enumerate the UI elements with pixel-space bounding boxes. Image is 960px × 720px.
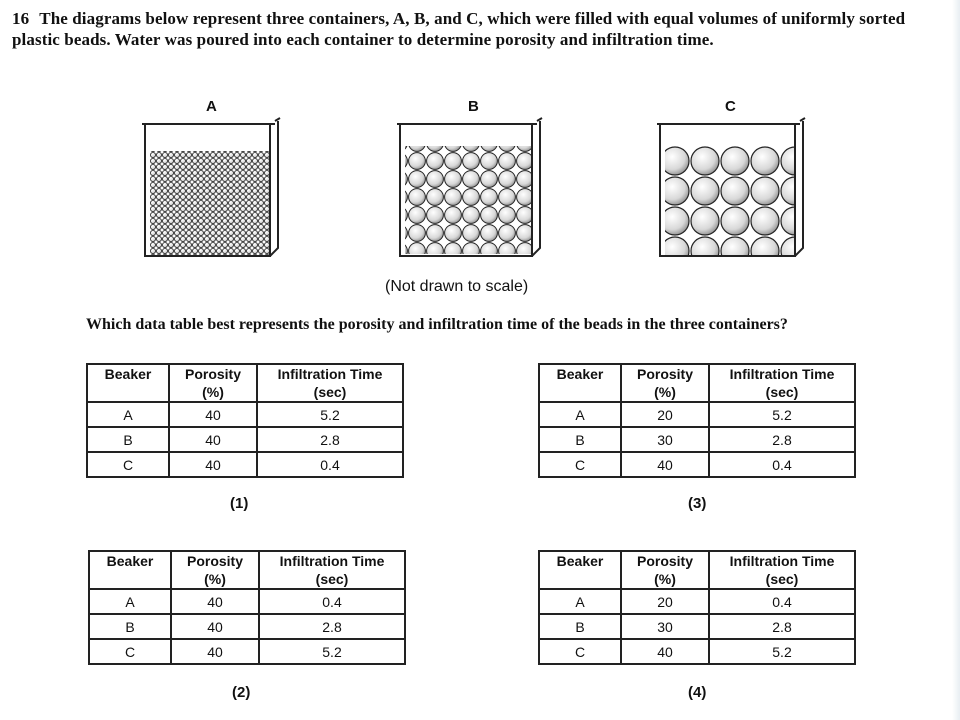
cell-beaker: B	[89, 614, 171, 639]
table-row	[87, 402, 403, 427]
porosity-label: Porosity	[184, 366, 241, 382]
table-row	[539, 589, 855, 614]
container-label-b: B	[468, 98, 479, 115]
table-row	[539, 452, 855, 477]
choice-label-4: (4)	[688, 684, 707, 701]
header-porosity	[169, 364, 257, 402]
porosity-label: Porosity	[186, 553, 243, 569]
cell-beaker: B	[539, 614, 621, 639]
question-stem: The diagrams below represent three containers, A, B, and C, which were filled with equal volumes of uniformly sorted plastic beads. Water was poured into each container to determine porosity and infiltration time.	[12, 9, 906, 49]
cell-porosity: 40	[621, 639, 709, 664]
porosity-unit: (%)	[202, 384, 224, 400]
infiltration-label: Infiltration Time	[729, 553, 835, 569]
table-row	[539, 614, 855, 639]
choice-label-3: (3)	[688, 495, 707, 512]
cell-porosity: 20	[621, 402, 709, 427]
cell-beaker: C	[89, 639, 171, 664]
cell-porosity: 30	[621, 427, 709, 452]
cell-infiltration: 5.2	[709, 639, 855, 664]
cell-beaker: A	[89, 589, 171, 614]
question-number: 16	[12, 9, 30, 28]
infiltration-unit: (sec)	[313, 384, 347, 400]
container-b	[397, 118, 542, 256]
cell-beaker: B	[87, 427, 169, 452]
cell-infiltration: 2.8	[709, 427, 855, 452]
cell-porosity: 40	[171, 589, 259, 614]
question-text-block	[12, 8, 942, 50]
table-header-row	[87, 364, 403, 402]
cell-beaker: A	[539, 402, 621, 427]
table-row	[539, 402, 855, 427]
data-table-choice-1	[86, 363, 404, 478]
header-infiltration	[257, 364, 403, 402]
cell-infiltration: 5.2	[709, 402, 855, 427]
header-beaker: Beaker	[539, 364, 621, 402]
data-table-choice-2	[88, 550, 406, 665]
porosity-unit: (%)	[204, 571, 226, 587]
choice-label-2: (2)	[232, 684, 251, 701]
table-row	[87, 427, 403, 452]
infiltration-unit: (sec)	[765, 571, 799, 587]
infiltration-label: Infiltration Time	[729, 366, 835, 382]
cell-infiltration: 0.4	[709, 589, 855, 614]
container-a	[142, 118, 280, 256]
header-porosity	[171, 551, 259, 589]
header-beaker: Beaker	[539, 551, 621, 589]
table-row	[89, 614, 405, 639]
container-c	[657, 118, 805, 256]
container-label-a: A	[206, 98, 217, 115]
question-prompt: Which data table best represents the porosity and infiltration time of the beads in the three containers?	[86, 316, 788, 333]
cell-beaker: C	[539, 452, 621, 477]
table-header-row	[89, 551, 405, 589]
cell-infiltration: 2.8	[259, 614, 405, 639]
table-row	[89, 589, 405, 614]
porosity-label: Porosity	[636, 366, 693, 382]
cell-porosity: 40	[621, 452, 709, 477]
cell-porosity: 40	[171, 614, 259, 639]
cell-beaker: C	[539, 639, 621, 664]
porosity-unit: (%)	[654, 384, 676, 400]
cell-beaker: B	[539, 427, 621, 452]
header-infiltration	[709, 364, 855, 402]
cell-infiltration: 0.4	[257, 452, 403, 477]
data-table-choice-4	[538, 550, 856, 665]
infiltration-unit: (sec)	[765, 384, 799, 400]
infiltration-label: Infiltration Time	[279, 553, 385, 569]
cell-porosity: 40	[169, 452, 257, 477]
cell-porosity: 30	[621, 614, 709, 639]
cell-beaker: A	[87, 402, 169, 427]
header-infiltration	[709, 551, 855, 589]
bead-container-diagrams	[120, 96, 840, 306]
cell-infiltration: 5.2	[259, 639, 405, 664]
header-beaker: Beaker	[89, 551, 171, 589]
infiltration-label: Infiltration Time	[277, 366, 383, 382]
cell-porosity: 40	[169, 402, 257, 427]
porosity-unit: (%)	[654, 571, 676, 587]
table-row	[89, 639, 405, 664]
cell-infiltration: 2.8	[709, 614, 855, 639]
porosity-label: Porosity	[636, 553, 693, 569]
slide-edge-decoration	[952, 0, 960, 720]
cell-infiltration: 2.8	[257, 427, 403, 452]
cell-porosity: 40	[169, 427, 257, 452]
data-table-choice-3	[538, 363, 856, 478]
not-to-scale-note: (Not drawn to scale)	[385, 278, 529, 295]
table-row	[87, 452, 403, 477]
header-beaker: Beaker	[87, 364, 169, 402]
cell-infiltration: 0.4	[259, 589, 405, 614]
cell-infiltration: 0.4	[709, 452, 855, 477]
container-label-c: C	[725, 98, 736, 115]
choice-label-1: (1)	[230, 495, 249, 512]
table-header-row	[539, 364, 855, 402]
cell-porosity: 40	[171, 639, 259, 664]
containers-drawing	[120, 116, 840, 286]
infiltration-unit: (sec)	[315, 571, 349, 587]
header-porosity	[621, 364, 709, 402]
table-row	[539, 427, 855, 452]
cell-infiltration: 5.2	[257, 402, 403, 427]
header-porosity	[621, 551, 709, 589]
cell-beaker: C	[87, 452, 169, 477]
cell-porosity: 20	[621, 589, 709, 614]
header-infiltration	[259, 551, 405, 589]
cell-beaker: A	[539, 589, 621, 614]
table-header-row	[539, 551, 855, 589]
table-row	[539, 639, 855, 664]
